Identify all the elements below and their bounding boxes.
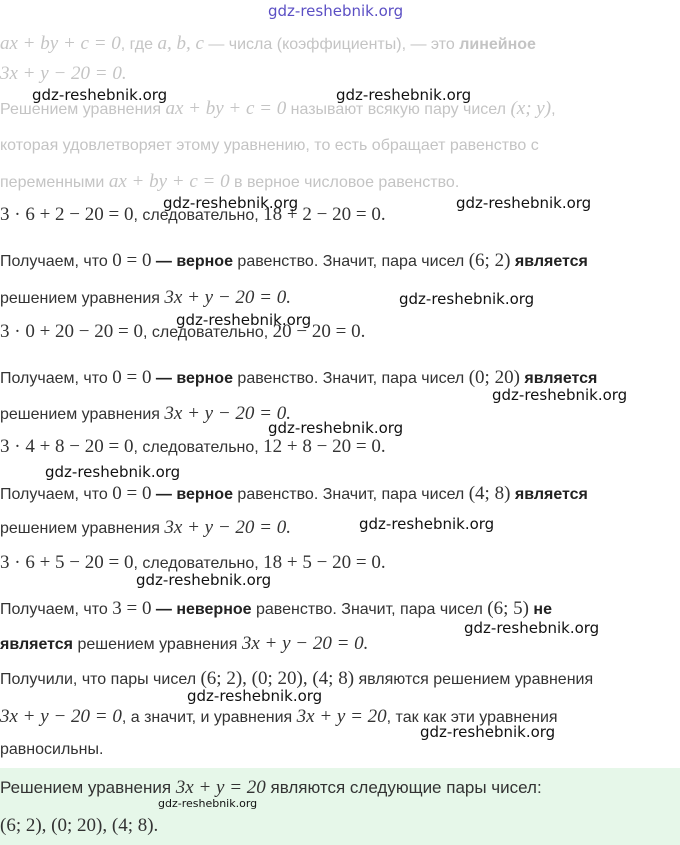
intro-line-3: Решением уравнения ax + by + c = 0 называют всякую пару чисел (x; y), <box>0 98 556 119</box>
intro-line-4: которая удовлетворяет этому уравнению, то есть обращает равенство с <box>0 137 539 154</box>
watermark: gdz-reshebnik.org <box>268 419 404 437</box>
check-4-conclusion: Получаем, что 3 = 0 — неверное равенство. Значит, пара чисел (6; 5) не <box>0 598 552 619</box>
watermark: gdz-reshebnik.org <box>456 194 592 212</box>
check-4-equation: является решением уравнения 3x + y − 20 = 0. <box>0 633 369 654</box>
watermark: gdz-reshebnik.org <box>32 86 168 104</box>
intro-line-2: 3x + y − 20 = 0. <box>0 63 127 84</box>
watermark: gdz-reshebnik.org <box>359 515 495 533</box>
check-1-equation: решением уравнения 3x + y − 20 = 0. <box>0 287 291 308</box>
watermark: gdz-reshebnik.org <box>399 290 535 308</box>
watermark: gdz-reshebnik.org <box>336 86 472 104</box>
check-2-equation: решением уравнения 3x + y − 20 = 0. <box>0 403 291 424</box>
watermark: gdz-reshebnik.org <box>136 571 272 589</box>
watermark: gdz-reshebnik.org <box>420 723 556 741</box>
watermark: gdz-reshebnik.org <box>464 619 600 637</box>
conclusion-line-1: Получили, что пары чисел (6; 2), (0; 20), (4; 8) являются решением уравнения <box>0 668 594 689</box>
watermark: gdz-reshebnik.org <box>492 386 628 404</box>
watermark: gdz-reshebnik.org <box>163 194 299 212</box>
watermark: gdz-reshebnik.org <box>45 463 181 481</box>
check-3-conclusion: Получаем, что 0 = 0 — верное равенство. Значит, пара чисел (4; 8) является <box>0 483 588 504</box>
check-2-calculation: 3 · 0 + 20 − 20 = 0, следовательно, 20 − 20 = 0. <box>0 321 366 342</box>
watermark: gdz-reshebnik.org <box>158 797 258 810</box>
answer-line-1: Решением уравнения 3x + y = 20 являются следующие пары чисел: <box>0 777 542 798</box>
conclusion-line-3: равносильны. <box>0 741 104 758</box>
check-3-calculation: 3 · 4 + 8 − 20 = 0, следовательно, 12 + 8 − 20 = 0. <box>0 436 386 457</box>
check-3-equation: решением уравнения 3x + y − 20 = 0. <box>0 517 291 538</box>
intro-line-1: ax + by + c = 0, где a, b, c — числа (коэффициенты), — это линейное <box>0 33 536 54</box>
conclusion-line-2: 3x + y − 20 = 0, а значит, и уравнения 3x + y = 20, так как эти уравнения <box>0 706 558 727</box>
watermark: gdz-reshebnik.org <box>268 2 404 20</box>
check-4-calculation: 3 · 6 + 5 − 20 = 0, следовательно, 18 + 5 − 20 = 0. <box>0 552 386 573</box>
intro-line-5: переменными ax + by + c = 0 в верное числовое равенство. <box>0 171 460 192</box>
answer-line-2: (6; 2), (0; 20), (4; 8). <box>0 815 159 836</box>
check-2-conclusion: Получаем, что 0 = 0 — верное равенство. Значит, пара чисел (0; 20) является <box>0 367 598 388</box>
watermark: gdz-reshebnik.org <box>176 311 312 329</box>
watermark: gdz-reshebnik.org <box>187 687 323 705</box>
check-1-conclusion: Получаем, что 0 = 0 — верное равенство. Значит, пара чисел (6; 2) является <box>0 250 588 271</box>
check-1-calculation: 3 · 6 + 2 − 20 = 0, следовательно, 18 + 2 − 20 = 0. <box>0 204 386 225</box>
